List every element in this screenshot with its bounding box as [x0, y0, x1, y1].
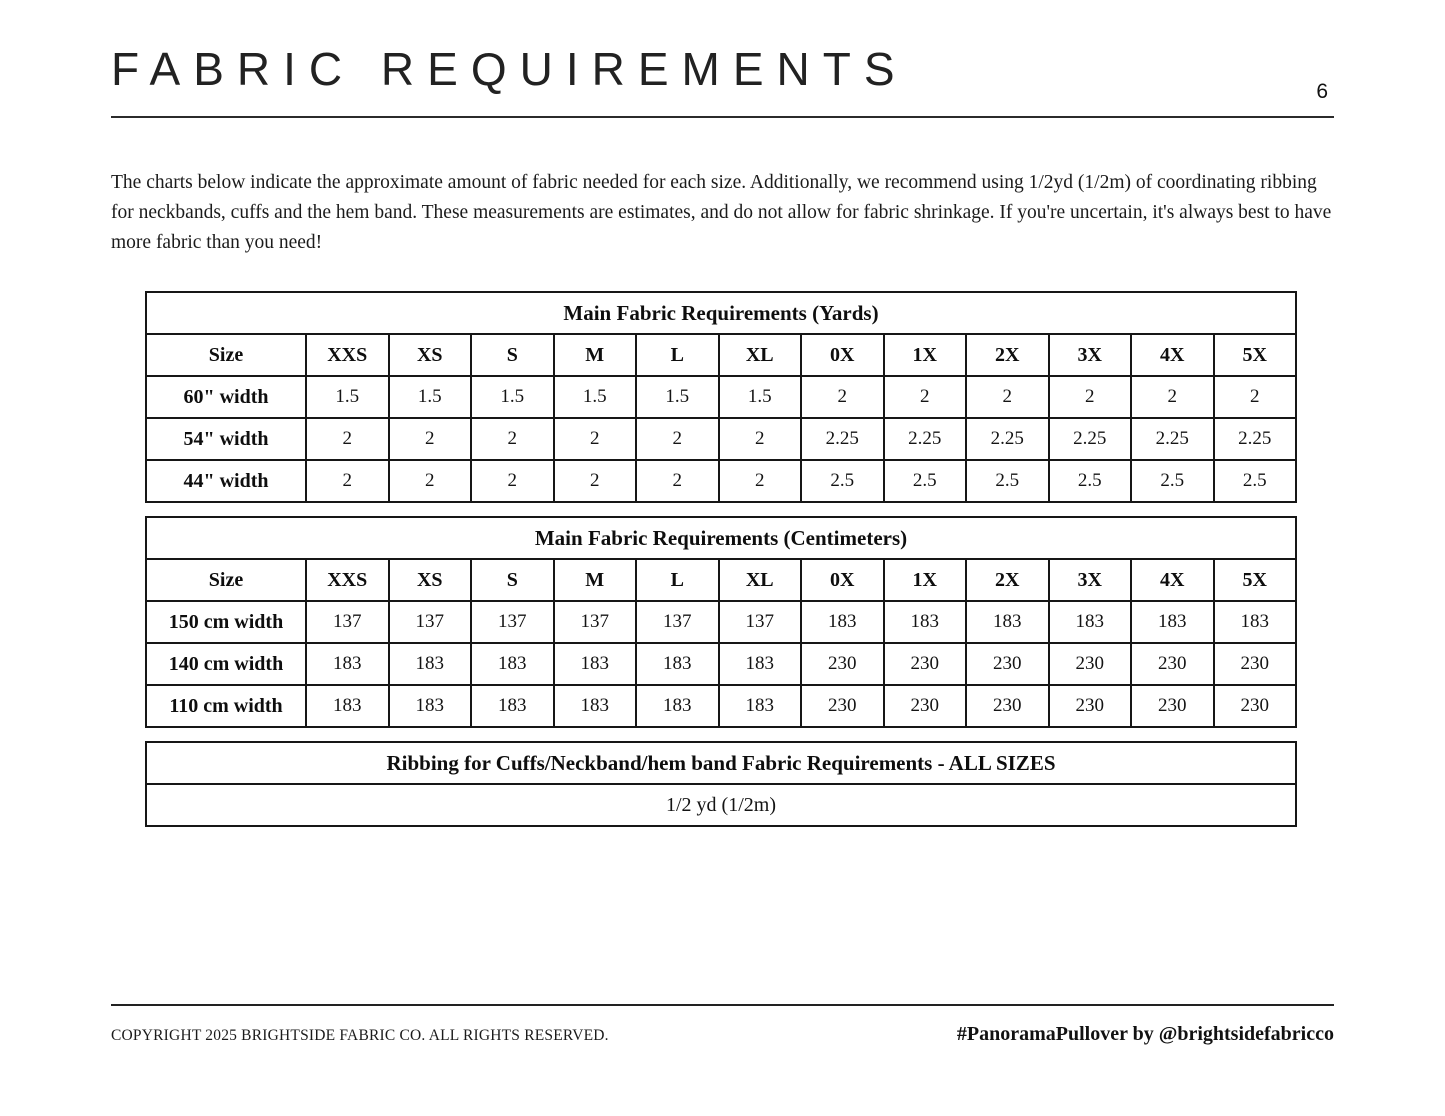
column-header: Size: [146, 334, 306, 376]
table-cell: 137: [719, 601, 802, 643]
table-cell: 183: [636, 685, 719, 727]
column-header: 2X: [966, 559, 1049, 601]
column-header: XL: [719, 559, 802, 601]
table-cell: 2.5: [1131, 460, 1214, 502]
table-title: Main Fabric Requirements (Yards): [146, 292, 1296, 334]
table-cell: 2: [389, 460, 472, 502]
table-cell: 2: [801, 376, 884, 418]
table-cell: 230: [966, 643, 1049, 685]
row-label: 140 cm width: [146, 643, 306, 685]
table-cell: 183: [636, 643, 719, 685]
table-cell: 2: [554, 460, 637, 502]
table-cell: 183: [554, 643, 637, 685]
table-cell: 2.5: [801, 460, 884, 502]
table-title-row: [146, 742, 1296, 784]
table-cell: 1.5: [471, 376, 554, 418]
column-header: 5X: [1214, 559, 1297, 601]
table-cell: 183: [1131, 601, 1214, 643]
page-title: FABRIC REQUIREMENTS: [111, 43, 908, 95]
table-cell: 1.5: [636, 376, 719, 418]
table-cell: 1.5: [306, 376, 389, 418]
table-row: [146, 418, 1296, 460]
table-cell: 2: [1214, 376, 1297, 418]
column-header: XS: [389, 334, 472, 376]
table-cell: 2.5: [884, 460, 967, 502]
table-cell: 2: [884, 376, 967, 418]
hashtag-credit: #PanoramaPullover by @brightsidefabricco: [956, 1023, 1334, 1045]
column-header: 4X: [1131, 559, 1214, 601]
row-label: 150 cm width: [146, 601, 306, 643]
table-cell: 2.5: [966, 460, 1049, 502]
table-cell: 230: [884, 643, 967, 685]
fabric-table-centimeters: [145, 516, 1297, 728]
ribbing-table: [145, 741, 1297, 827]
column-header: M: [554, 334, 637, 376]
table-cell: 137: [389, 601, 472, 643]
table-cell: 2: [719, 418, 802, 460]
table-cell: 183: [719, 685, 802, 727]
copyright-text: COPYRIGHT 2025 BRIGHTSIDE FABRIC CO. ALL RIGHTS RESERVED.: [111, 1027, 609, 1044]
table-cell: 2.5: [1214, 460, 1297, 502]
table-cell: 1.5: [719, 376, 802, 418]
table-title: Ribbing for Cuffs/Neckband/hem band Fabric Requirements - ALL SIZES: [146, 742, 1296, 784]
column-header: S: [471, 559, 554, 601]
table-cell: 1.5: [389, 376, 472, 418]
table-cell: 2.25: [1049, 418, 1132, 460]
column-header: 3X: [1049, 334, 1132, 376]
column-header: L: [636, 334, 719, 376]
table-row: [146, 460, 1296, 502]
column-header: 4X: [1131, 334, 1214, 376]
table-cell: 230: [1214, 643, 1297, 685]
table-cell: 230: [801, 685, 884, 727]
table-cell: 2.5: [1049, 460, 1132, 502]
intro-paragraph: The charts below indicate the approximate amount of fabric needed for each size. Additionally, we recommend using 1/2yd (1/2m) of coordinating ribbing for neckbands, cuffs and the hem band. These measurements are estimates, and do not allow for fabric shrinkage. If you're uncertain, it's always best to have more fabric than you need!: [111, 172, 1332, 253]
table-cell: 183: [719, 643, 802, 685]
table-cell: 183: [1049, 601, 1132, 643]
table-cell: 2: [1131, 376, 1214, 418]
table-cell: 137: [554, 601, 637, 643]
table-title-row: [146, 517, 1296, 559]
table-cell: 1.5: [554, 376, 637, 418]
table-cell: 230: [1131, 685, 1214, 727]
table-cell: 183: [389, 643, 472, 685]
table-cell: 2.25: [884, 418, 967, 460]
row-label: 60" width: [146, 376, 306, 418]
page-footer: [111, 1004, 1334, 1046]
column-header: 1X: [884, 334, 967, 376]
table-cell: 2: [471, 418, 554, 460]
table-cell: 2: [636, 418, 719, 460]
table-cell: 2.25: [1214, 418, 1297, 460]
table-cell: 2: [306, 418, 389, 460]
table-cell: 230: [1131, 643, 1214, 685]
page-number: 6: [1316, 80, 1328, 103]
column-header: XS: [389, 559, 472, 601]
table-cell: 2.25: [966, 418, 1049, 460]
table-cell: 183: [1214, 601, 1297, 643]
title-divider: [111, 116, 1334, 118]
table-title: Main Fabric Requirements (Centimeters): [146, 517, 1296, 559]
column-header: XXS: [306, 559, 389, 601]
table-header-row: [146, 334, 1296, 376]
table-row: [146, 601, 1296, 643]
table-cell: 2: [306, 460, 389, 502]
column-header: 1X: [884, 559, 967, 601]
ribbing-value: 1/2 yd (1/2m): [146, 784, 1296, 826]
column-header: 0X: [801, 559, 884, 601]
column-header: Size: [146, 559, 306, 601]
table-cell: 183: [554, 685, 637, 727]
table-cell: 2: [471, 460, 554, 502]
table-cell: 183: [966, 601, 1049, 643]
table-row: [146, 685, 1296, 727]
table-cell: 183: [471, 643, 554, 685]
table-cell: 230: [884, 685, 967, 727]
column-header: XXS: [306, 334, 389, 376]
table-row: [146, 784, 1296, 826]
table-cell: 183: [306, 643, 389, 685]
table-header-row: [146, 559, 1296, 601]
table-cell: 183: [471, 685, 554, 727]
table-cell: 230: [801, 643, 884, 685]
row-label: 54" width: [146, 418, 306, 460]
table-cell: 183: [306, 685, 389, 727]
row-label: 110 cm width: [146, 685, 306, 727]
table-cell: 2: [719, 460, 802, 502]
table-cell: 183: [389, 685, 472, 727]
tables-section: [145, 291, 1297, 827]
table-cell: 230: [966, 685, 1049, 727]
column-header: XL: [719, 334, 802, 376]
table-cell: 230: [1049, 685, 1132, 727]
column-header: L: [636, 559, 719, 601]
table-title-row: [146, 292, 1296, 334]
table-cell: 2: [389, 418, 472, 460]
column-header: 0X: [801, 334, 884, 376]
table-cell: 2.25: [801, 418, 884, 460]
fabric-table-yards: [145, 291, 1297, 503]
column-header: 2X: [966, 334, 1049, 376]
table-cell: 137: [471, 601, 554, 643]
row-label: 44" width: [146, 460, 306, 502]
table-cell: 183: [884, 601, 967, 643]
table-row: [146, 643, 1296, 685]
table-row: [146, 376, 1296, 418]
table-cell: 230: [1214, 685, 1297, 727]
table-cell: 2: [636, 460, 719, 502]
column-header: 3X: [1049, 559, 1132, 601]
table-cell: 183: [801, 601, 884, 643]
table-cell: 2: [966, 376, 1049, 418]
table-cell: 2: [554, 418, 637, 460]
table-cell: 137: [306, 601, 389, 643]
table-cell: 2.25: [1131, 418, 1214, 460]
table-cell: 230: [1049, 643, 1132, 685]
table-cell: 2: [1049, 376, 1132, 418]
column-header: 5X: [1214, 334, 1297, 376]
column-header: M: [554, 559, 637, 601]
column-header: S: [471, 334, 554, 376]
table-cell: 137: [636, 601, 719, 643]
